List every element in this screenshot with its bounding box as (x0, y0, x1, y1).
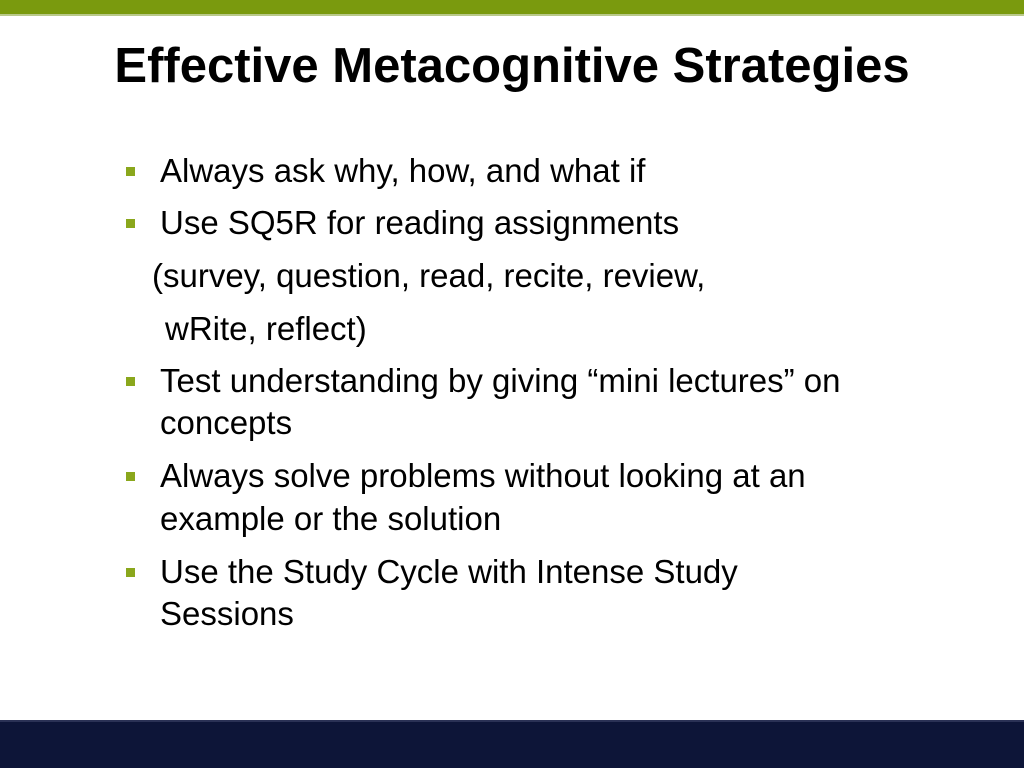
bullet-marker (126, 377, 135, 386)
bullet-text: Always ask why, how, and what if (160, 152, 646, 189)
bullet-continuation-text: (survey, question, read, recite, review, (152, 257, 706, 294)
slide-title: Effective Metacognitive Strategies (114, 39, 910, 93)
bullet-text: Always solve problems without looking at an (160, 457, 806, 494)
bullet-text: Use the Study Cycle with Intense Study (160, 553, 738, 590)
bullet-continuation-text: wRite, reflect) (165, 310, 367, 347)
bullet-text: Test understanding by giving “mini lectures” on (160, 362, 841, 399)
bullet-marker (126, 568, 135, 577)
bullet-text: concepts (160, 404, 293, 441)
bullet-text: Use SQ5R for reading assignments (160, 204, 680, 241)
bullet-marker (126, 472, 135, 481)
bullet-marker (126, 167, 135, 176)
bullet-text: example or the solution (160, 500, 502, 537)
bullet-marker (126, 219, 135, 228)
bullet-text: Sessions (160, 595, 294, 632)
footer-bar (0, 722, 1024, 768)
